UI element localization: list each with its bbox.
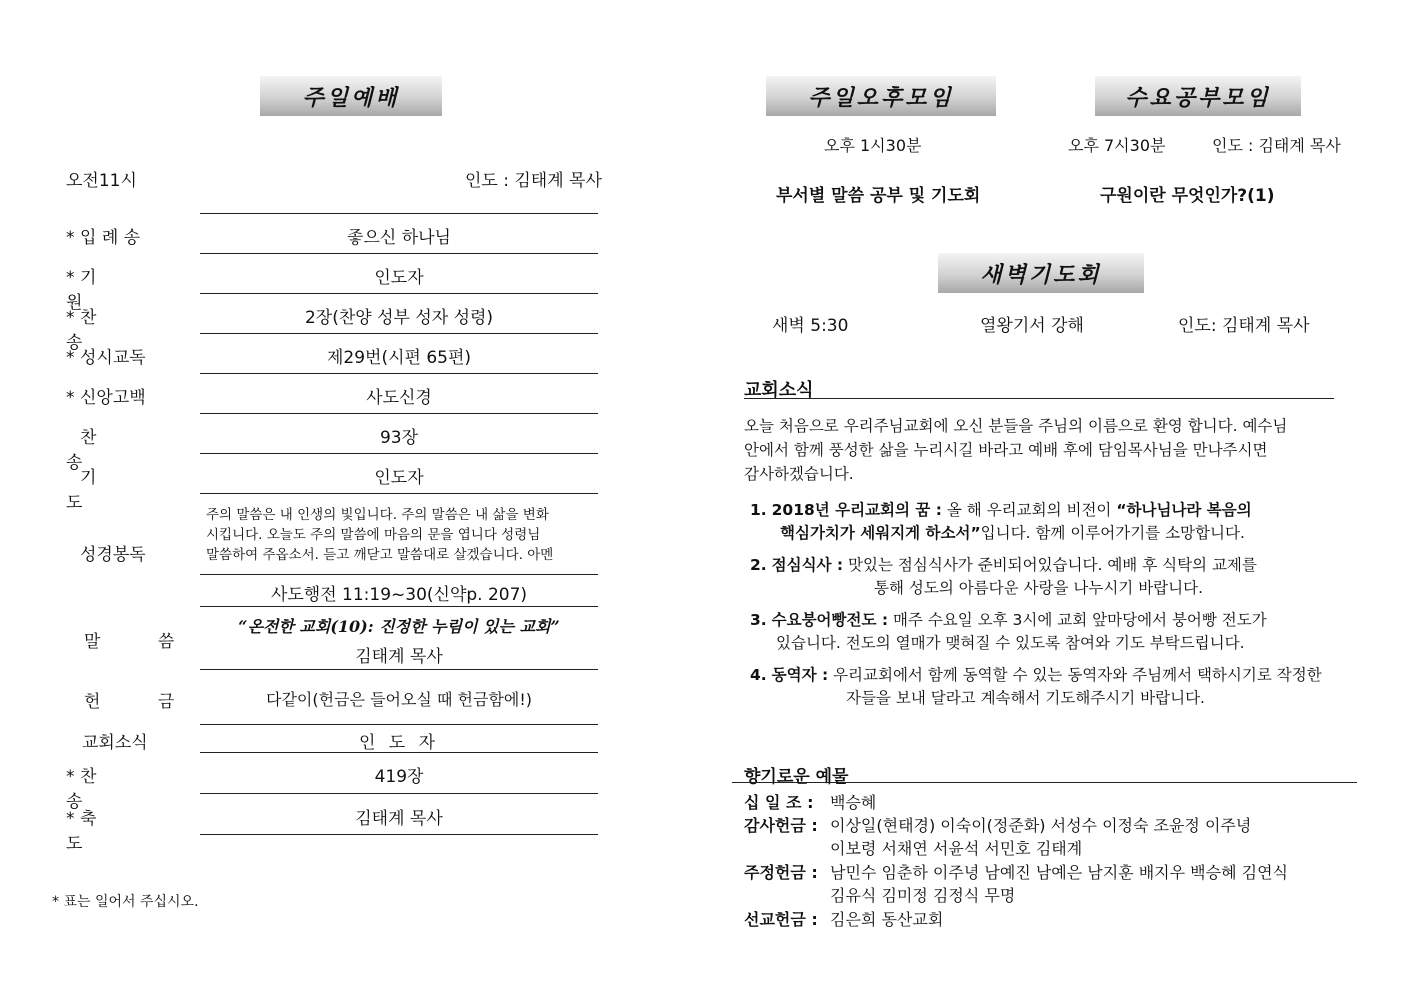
rule: [200, 253, 598, 254]
rule: [200, 373, 598, 374]
order-label: * 찬 송: [66, 767, 123, 812]
offerings-heading: 향기로운 예물: [744, 767, 849, 787]
order-label: * 입 례 송: [66, 228, 141, 248]
dawn-text: 열왕기서 강해: [980, 316, 1084, 336]
offering-row: 선교헌금 : 김은희 동산교회: [744, 910, 944, 929]
worship-time: 오전11시: [66, 171, 137, 191]
wednesday-leader: 인도 : 김태계 목사: [1212, 136, 1341, 155]
afternoon-time: 오후 1시30분: [824, 136, 922, 155]
offering-value: 다같이(헌금은 들어오실 때 헌금함에!): [266, 690, 532, 709]
worship-leader: 인도 : 김태계 목사: [465, 171, 602, 191]
afternoon-topic: 부서별 말씀 공부 및 기도회: [776, 186, 981, 206]
wednesday-banner: 수요공부모임: [1095, 76, 1301, 116]
order-label: 찬 송: [66, 428, 123, 473]
order-value: 93장: [379, 428, 419, 448]
offering-row: 십 일 조 : 백승혜: [744, 793, 877, 812]
dawn-prayer-banner: 새벽기도회: [938, 253, 1144, 293]
news-value: 인 도 자: [358, 733, 440, 753]
offering-label: 헌 금: [84, 692, 201, 712]
rule: [200, 213, 598, 214]
order-label: * 성시교독: [66, 348, 146, 368]
rule: [200, 413, 598, 414]
rule: [200, 724, 598, 725]
sermon-title: “온전한 교회(10): 진정한 누림이 있는 교회”: [238, 617, 560, 636]
offerings-heading-rule: [732, 782, 1357, 783]
reading-label: 성경봉독: [80, 545, 146, 565]
news-intro: 오늘 처음으로 우리주님교회에 오신 분들을 주님의 이름으로 환영 합니다. 예수님 안에서 함께 풍성한 삶을 누리시길 바라고 예배 후에 담임목사님을 만나주시면 감사하겠습니다.: [744, 417, 1288, 483]
offering-row: 감사헌금 : 이상일(현태경) 이숙이(정준화) 서성수 이정숙 조윤정 이주녕 이보령 서채연 서윤석 서민호 김태계: [744, 816, 1252, 858]
footnote: * 표는 일어서 주십시오.: [52, 894, 199, 910]
rule: [200, 793, 598, 794]
rule: [200, 834, 598, 835]
order-label: 기 도: [66, 468, 123, 513]
rule: [200, 606, 598, 607]
news-heading-rule: [744, 398, 1334, 399]
rule: [200, 493, 598, 494]
dawn-leader: 인도: 김태계 목사: [1178, 316, 1310, 336]
afternoon-banner: 주일오후모임: [766, 76, 996, 116]
news-heading: 교회소식: [744, 380, 814, 401]
news-item: 4. 동역자 : 우리교회에서 함께 동역할 수 있는 동역자와 주님께서 택하시기로 작정한 자들을 보내 달라고 계속해서 기도해주시기 바랍니다.: [750, 666, 1322, 707]
reading-text: 주의 말씀은 내 인생의 빛입니다. 주의 말씀은 내 삶을 변화 시킵니다. 오늘도 주의 말씀에 마음의 문을 엽니다 성령님 말씀하여 주옵소서. 듣고 깨닫고 말씀대로 살겠습니다. 아멘: [206, 507, 554, 563]
order-value: 2장(찬양 성부 성자 성령): [304, 308, 494, 328]
reading-reference: 사도행전 11:19~30(신약p. 207): [270, 585, 528, 605]
news-item: 1. 2018년 우리교회의 꿈 : 올 해 우리교회의 비전이 “하나님나라 복음의 핵심가치가 세워지게 하소서”입니다. 함께 이루어가기를 소망합니다.: [750, 501, 1252, 542]
order-value: 김태계 목사: [355, 809, 443, 829]
wednesday-topic: 구원이란 무엇인가?(1): [1100, 186, 1275, 206]
rule: [200, 574, 598, 575]
order-value: 인도자: [374, 468, 424, 488]
order-value: 인도자: [374, 268, 424, 288]
rule: [200, 333, 598, 334]
sermon-label: 말 씀: [84, 632, 201, 652]
sunday-worship-banner: 주일예배: [260, 76, 442, 116]
order-label: * 축 도: [66, 809, 123, 854]
news-item: 2. 점심식사 : 맛있는 점심식사가 준비되어있습니다. 예배 후 식탁의 교제를 통해 성도의 아름다운 사랑을 나누시기 바랍니다.: [750, 556, 1257, 597]
sermon-preacher: 김태계 목사: [355, 647, 443, 667]
rule: [200, 669, 598, 670]
rule: [200, 293, 598, 294]
offering-row: 주정헌금 : 남민수 임춘하 이주녕 남예진 남예은 남지훈 배지우 백승혜 김연식 김유식 김미정 김정식 무명: [744, 863, 1289, 905]
order-label: * 신앙고백: [66, 388, 146, 408]
order-value: 좋으신 하나님: [347, 228, 451, 248]
order-label: * 기 원: [66, 268, 123, 313]
rule: [200, 453, 598, 454]
wednesday-time: 오후 7시30분: [1068, 136, 1166, 155]
order-value: 제29번(시편 65편): [326, 348, 472, 368]
dawn-time: 새벽 5:30: [772, 316, 849, 336]
order-value: 사도신경: [366, 388, 432, 408]
order-label: * 찬 송: [66, 308, 123, 353]
order-value: 419장: [374, 767, 424, 787]
news-label: 교회소식: [82, 733, 148, 753]
news-item: 3. 수요붕어빵전도 : 매주 수요일 오후 3시에 교회 앞마당에서 붕어빵 전도가 있습니다. 전도의 열매가 맺혀질 수 있도록 참여와 기도 부탁드립니다.: [750, 611, 1267, 652]
